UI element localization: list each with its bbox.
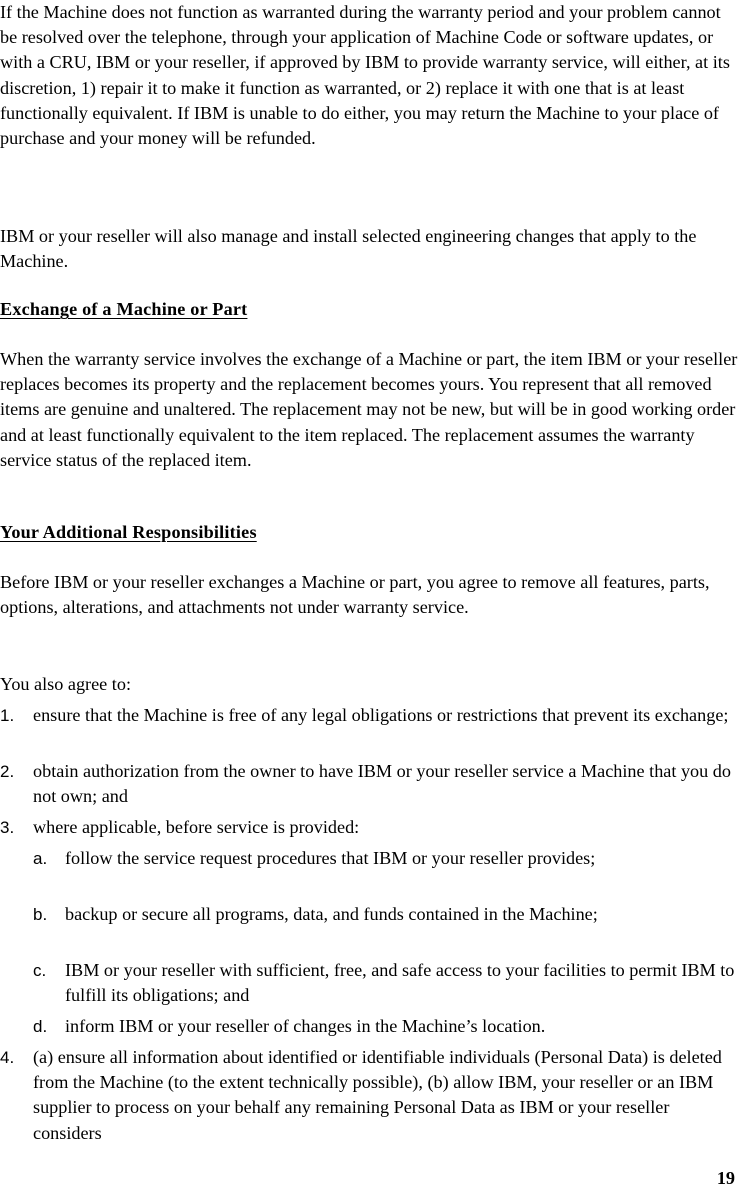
sublist-item-text: follow the service request procedures that IBM or your reseller provides; [65,848,596,868]
engineering-changes-paragraph: IBM or your reseller will also manage and install selected engineering changes that apply to the Machine. [0,226,697,272]
list-item-number: 4. [0,1048,15,1067]
agree-intro-paragraph: You also agree to: [0,674,132,694]
page-number: 19 [716,1168,735,1188]
list-item-number: 3. [0,818,15,837]
exchange-paragraph: When the warranty service involves the exchange of a Machine or part, the item IBM or your reseller replaces becomes its property and the replacement becomes yours. You represent that all removed items are genuine and unaltered. The replacement may not be new, but will be in good working order and at least functionally equivalent to the item replaced. The replacement assumes the warranty service status of the replaced item. [0,349,738,470]
sublist-item-letter: d. [33,1017,48,1036]
sublist-item-letter: b. [33,905,48,924]
list-item-text: obtain authorization from the owner to have IBM or your reseller service a Machine that you do not own; and [33,761,731,807]
list-item-number: 2. [0,762,15,781]
list-item-text: (a) ensure all information about identified or identifiable individuals (Personal Data) is deleted from the Machine (to the extent technically possible), (b) allow IBM, your reseller or an IBM supplier to process on your behalf any remaining Personal Data as IBM or your reseller considers [33,1047,722,1143]
sublist-item-text: backup or secure all programs, data, and funds contained in the Machine; [65,904,598,924]
list-item-number: 1. [0,706,15,725]
list-item-text: ensure that the Machine is free of any legal obligations or restrictions that prevent its exchange; [33,705,729,725]
section-heading-exchange: Exchange of a Machine or Part [0,299,248,319]
sublist-item-letter: c. [33,961,47,980]
section-heading-responsibilities: Your Additional Responsibilities [0,522,257,542]
warranty-service-paragraph: If the Machine does not function as warranted during the warranty period and your problem cannot be resolved over the telephone, through your application of Machine Code or software updates, or with a CRU, IBM or your reseller, if approved by IBM to provide warranty service, will either, at its discretion, 1) repair it to make it function as warranted, or 2) replace it with one that is at least functionally equivalent. If IBM is unable to do either, you may return the Machine to your place of purchase and your money will be refunded. [0,2,730,149]
sublist-item-text: inform IBM or your reseller of changes in the Machine’s location. [65,1016,546,1036]
list-item-text: where applicable, before service is provided: [33,817,360,837]
sublist-item-text: IBM or your reseller with sufficient, free, and safe access to your facilities to permit IBM to fulfill its obligations; and [65,960,735,1006]
sublist-item-letter: a. [33,849,48,868]
remove-features-paragraph: Before IBM or your reseller exchanges a Machine or part, you agree to remove all features, parts, options, alterations, and attachments not under warranty service. [0,572,710,618]
